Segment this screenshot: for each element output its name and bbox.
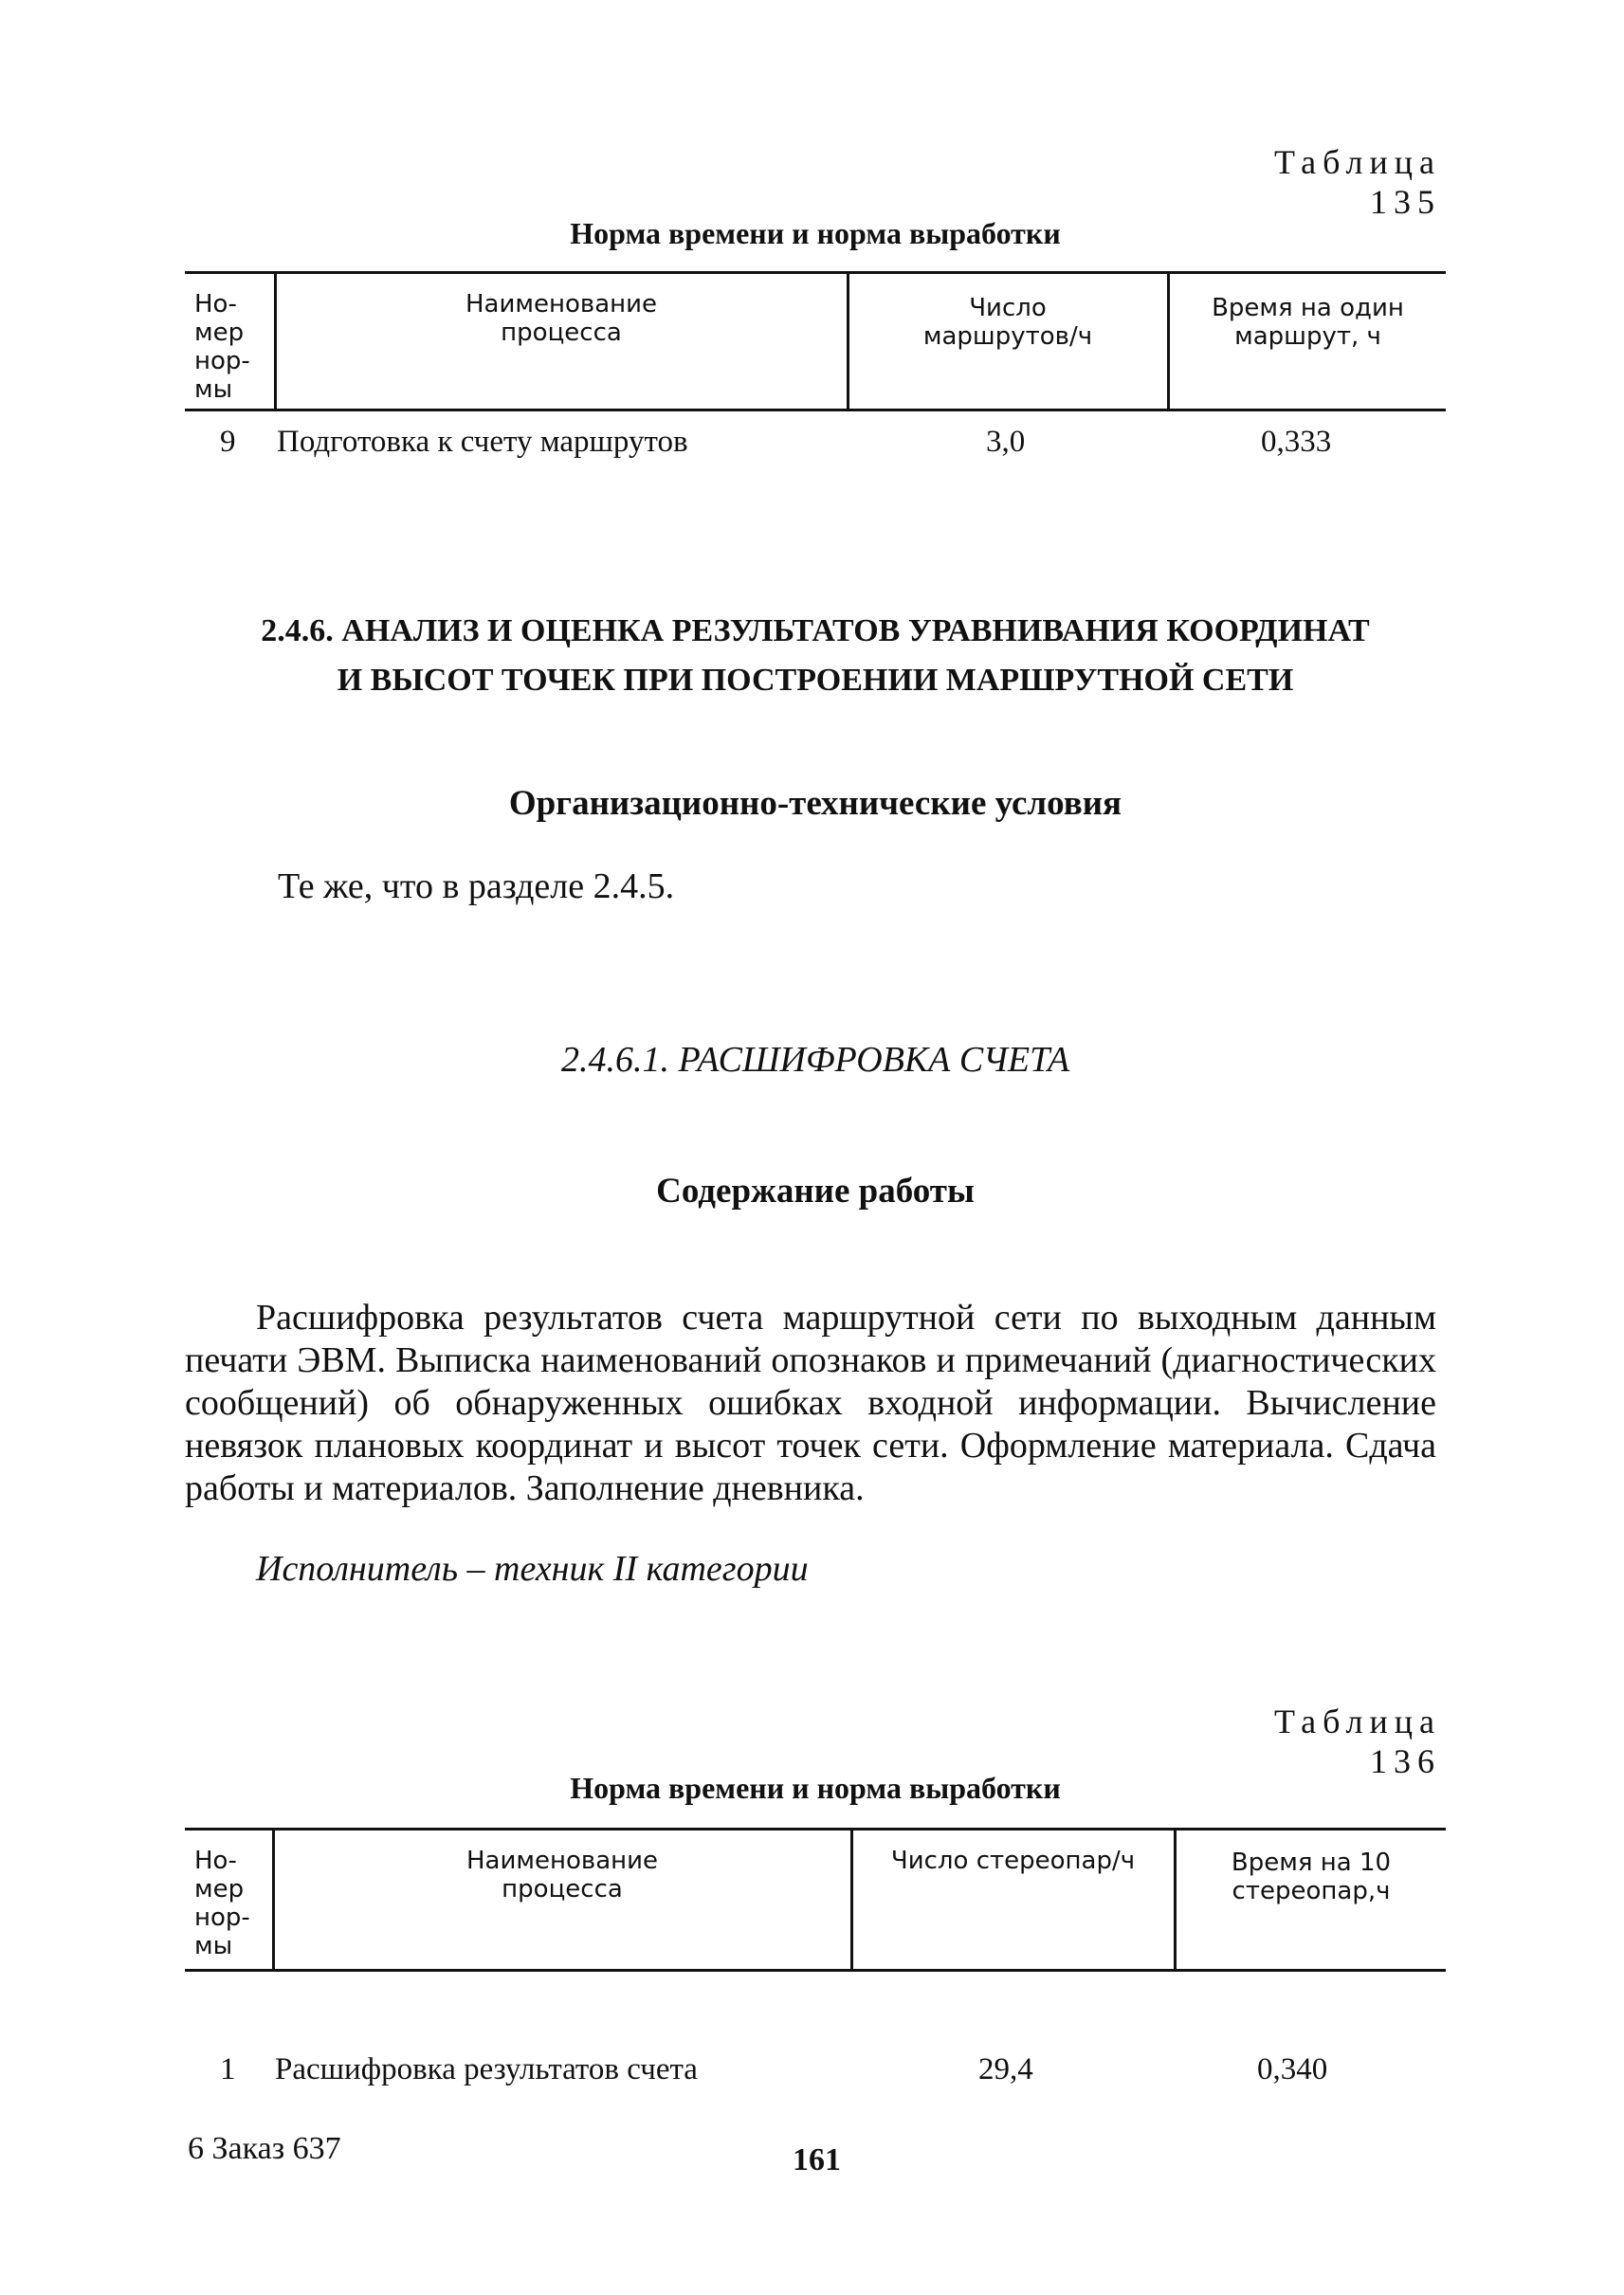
table-136-label: Таблица 136 [1274, 1703, 1441, 1780]
table-135-top-rule [185, 271, 1446, 274]
table-136-cell-name: Расшифровка результатов счета [275, 2052, 698, 2086]
table-135-title: Норма времени и норма выработки [570, 216, 1061, 250]
table-135-cell-count: 3,0 [986, 425, 1026, 459]
section-heading: 2.4.6. АНАЛИЗ И ОЦЕНКА РЕЗУЛЬТАТОВ УРАВНИВАНИЯ КООРДИНАТ И ВЫСОТ ТОЧЕК ПРИ ПОСТРОЕНИИ МАРШРУТНОЙ СЕТИ [261, 613, 1370, 698]
footer-order: 6 Заказ 637 [188, 2131, 341, 2166]
table-136-header-rule [185, 1969, 1446, 1972]
table-135-cell-name: Подготовка к счету маршрутов [277, 425, 688, 459]
table-135-cell-num: 9 [220, 425, 236, 459]
table-136-header-time: Время на 10 стереопар,ч [1231, 1849, 1392, 1905]
table-135-cell-time: 0,333 [1261, 425, 1332, 459]
table-135-label: Таблица 135 [1274, 143, 1441, 221]
content-text: Расшифровка результатов счета маршрутной сети по выходным данным печати ЭВМ. Выписка наименований опознаков и примечаний (диагностических сообщений) об обнаруженных ошибках входной информации. Вычисление невязок плановых координат и высот точек сети. Оформление материала. Сдача работы и материалов. Заполнение дневника. [185, 1298, 1436, 1508]
page-number: 161 [793, 2142, 841, 2177]
table-135-header-count: Число маршрутов/ч [922, 294, 1093, 351]
content-heading: Содержание работы [656, 1172, 975, 1211]
table-136-top-rule [185, 1828, 1446, 1831]
table-136-header-name: Наименование процесса [465, 1847, 659, 1903]
table-136-cell-time: 0,340 [1257, 2052, 1328, 2086]
table-136-cell-num: 1 [220, 2052, 236, 2086]
table-136-header-count: Число стереопар/ч [890, 1847, 1136, 1875]
table-135-header-time: Время на один маршрут, ч [1212, 294, 1404, 351]
subsection-heading: 2.4.6.1. РАСШИФРОВКА СЧЕТА [560, 1040, 1070, 1080]
executor-text: Исполнитель – техник II категории [256, 1549, 809, 1589]
table-136-title: Норма времени и норма выработки [570, 1771, 1061, 1805]
table-136-header-num: Но- мер нор- мы [194, 1847, 250, 1960]
conditions-text: Те же, что в разделе 2.4.5. [278, 866, 675, 906]
conditions-heading: Организационно-технические условия [508, 784, 1122, 823]
table-135-header-name: Наименование процесса [465, 290, 658, 347]
table-135-header-num: Но- мер нор- мы [194, 290, 250, 404]
table-136-cell-count: 29,4 [978, 2052, 1033, 2086]
table-135-header-rule [185, 409, 1446, 411]
